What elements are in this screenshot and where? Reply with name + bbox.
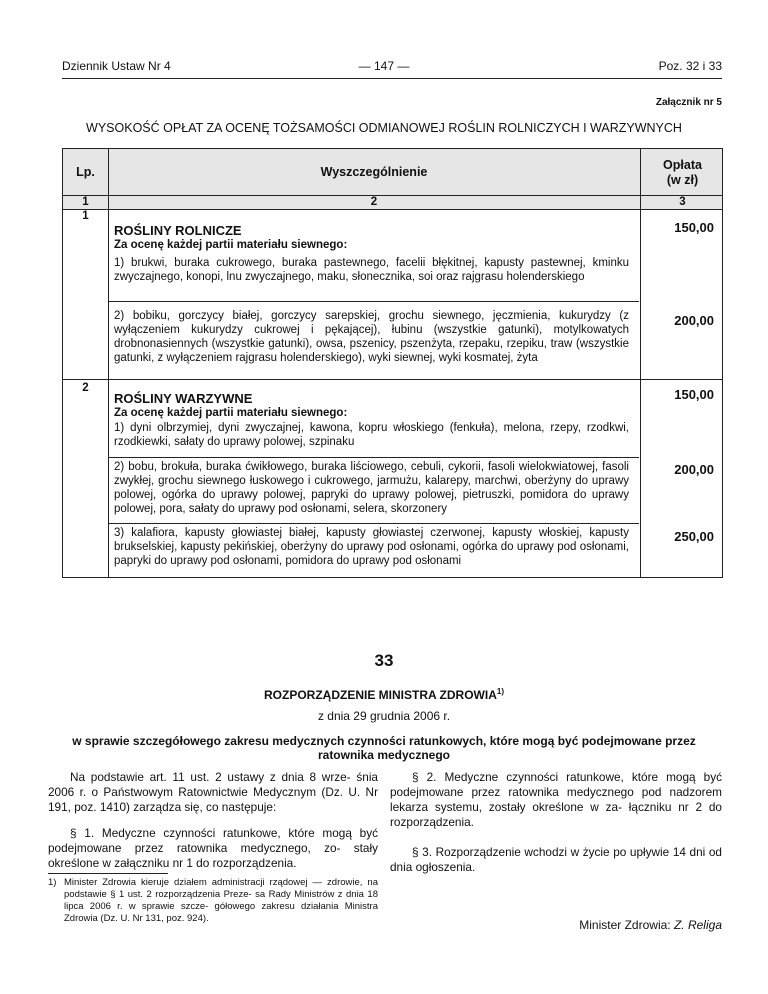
annex-label: Załącznik nr 5 xyxy=(655,97,722,108)
footnote-mark: 1) xyxy=(48,877,57,888)
section-title: ROŚLINY ROLNICZE xyxy=(114,223,242,238)
footnote-rule xyxy=(48,873,168,874)
regulation-title: ROZPORZĄDZENIE MINISTRA ZDROWIA$^{1)}$ xyxy=(264,687,504,702)
header-rule xyxy=(62,78,722,79)
fee-value: 200,00 xyxy=(674,462,714,477)
fee-value: 150,00 xyxy=(674,220,714,235)
header-fee: Opłata (w zł) xyxy=(663,158,702,187)
signature-role: Minister Zdrowia: xyxy=(579,918,671,932)
section-title: ROŚLINY WARZYWNE xyxy=(114,391,253,406)
list-item: 1) dyni olbrzymiej, dyni zwyczajnej, kawona, kopru włoskiego (fenkuła), melona, rzepy, rzodkwi, rzodkiewki, sałaty do uprawy polowej, szpinaku xyxy=(114,422,629,448)
section-intro: Za ocenę każdej partii materiału siewnego: xyxy=(114,239,348,251)
fee-value: 250,00 xyxy=(674,529,714,544)
paragraph-1: § 1. Medyczne czynności ratunkowe, które mogą być podejmowane przez ratownika medycznego, zo- stały określone w załączniku nr 1 do rozporządzenia. xyxy=(48,826,378,870)
section-lp: 1 xyxy=(82,210,89,222)
signature xyxy=(579,918,722,932)
num-col-3: 3 xyxy=(679,196,686,208)
fee-table xyxy=(62,148,723,578)
section-lp: 2 xyxy=(82,382,89,394)
section-intro: Za ocenę każdej partii materiału siewnego: xyxy=(114,407,348,419)
num-col-2: 2 xyxy=(370,196,378,208)
header-description: Wyszczególnienie xyxy=(320,165,428,179)
paragraph-3: § 3. Rozporządzenie wchodzi w życie po upływie 14 dni od dnia ogłoszenia. xyxy=(390,845,722,874)
position-number: Poz. 32 i 33 xyxy=(658,59,722,73)
regulation-subject: w sprawie szczegółowego zakresu medycznych czynności ratunkowych, które mogą być podejmowane przez ratownika medycznego xyxy=(72,734,696,762)
list-item: 2) bobiku, gorczycy białej, gorczycy sarepskiej, grochu siewnego, jęczmienia, kukurydzy (z wyłączeniem kukurydzy cukrowej i pękającej), łubinu (wszystkie gatunki), motylkowatych drobnonasiennych (wszystkie gatunki), owsa, pszenicy, pszenżyta, rzepaku, rzepiku, traw (wszystkie gatunki, z wyłączeniem rajgrasu holenderskiego), wyki siewnej, wyki kosmatej, żyta xyxy=(114,310,629,364)
annex-title: WYSOKOŚĆ OPŁAT ZA OCENĘ TOŻSAMOŚCI ODMIANOWEJ ROŚLIN ROLNICZYCH I WARZYWNYCH xyxy=(86,121,682,135)
journal-name: Dziennik Ustaw Nr 4 xyxy=(62,59,171,73)
num-col-1: 1 xyxy=(82,196,89,208)
list-item: 2) bobu, brokuła, buraka ćwikłowego, buraka liściowego, cebuli, cykorii, fasoli wielokwiatowej, fasoli zwykłej, grochu siewnego łuskowego i cukrowego, jarmużu, kalarepy, marchwi, oberżyny do uprawy polowej, ogórka do uprawy polowej, papryki do uprawy polowej, pietruszki, pomidora do uprawy polowej, pora, sałaty do uprawy pod osłonami, selera, skorzonery xyxy=(114,461,629,515)
footnote-ref: 1) xyxy=(496,687,504,696)
fee-value: 200,00 xyxy=(674,313,714,328)
preamble: Na podstawie art. 11 ust. 2 ustawy z dnia 8 wrze- śnia 2006 r. o Państwowym Ratownictwie Medycznym (Dz. U. Nr 191, poz. 1410) zarządza się, co następuje: xyxy=(48,770,378,814)
list-item: 3) kalafiora, kapusty głowiastej białej, kapusty głowiastej czerwonej, kapusty włoskiej, kapusty brukselskiej, kapusty pekińskiej, oberżyny do uprawy pod osłonami, ogórka do uprawy pod osłonami, papryki do uprawy pod osłonami, pomidora do uprawy pod osłonami xyxy=(114,527,629,567)
fee-value: 150,00 xyxy=(674,387,714,402)
regulation-number: 33 xyxy=(374,651,394,670)
header-lp: Lp. xyxy=(76,165,95,179)
list-item: 1) brukwi, buraka cukrowego, buraka pastewnego, facelii błękitnej, kapusty pastewnej, kminku zwyczajnego, konopi, lnu zwyczajnego, maku, słonecznika, soi oraz rajgrasu holenderskiego xyxy=(114,257,629,283)
paragraph-2: § 2. Medyczne czynności ratunkowe, które mogą być podejmowane przez ratownika medycznego pod nadzorem lekarza systemu, zostały określone w za- łączniku nr 2 do rozporządzenia. xyxy=(390,770,722,829)
footnote-text: Minister Zdrowia kieruje działem administracji rządowej — zdrowie, na podstawie § 1 ust. 2 rozporządzenia Preze- sa Rady Ministrów z dnia 18 lipca 2006 r. w sprawie szcze- gółowego zakresu działania Ministra Zdrowia (Dz. U. Nr 131, poz. 924). xyxy=(64,877,378,924)
regulation-date: z dnia 29 grudnia 2006 r. xyxy=(317,709,451,723)
signature-name: Z. Religa xyxy=(673,918,722,932)
footnote xyxy=(48,877,378,925)
page-number: — 147 — xyxy=(358,59,410,73)
